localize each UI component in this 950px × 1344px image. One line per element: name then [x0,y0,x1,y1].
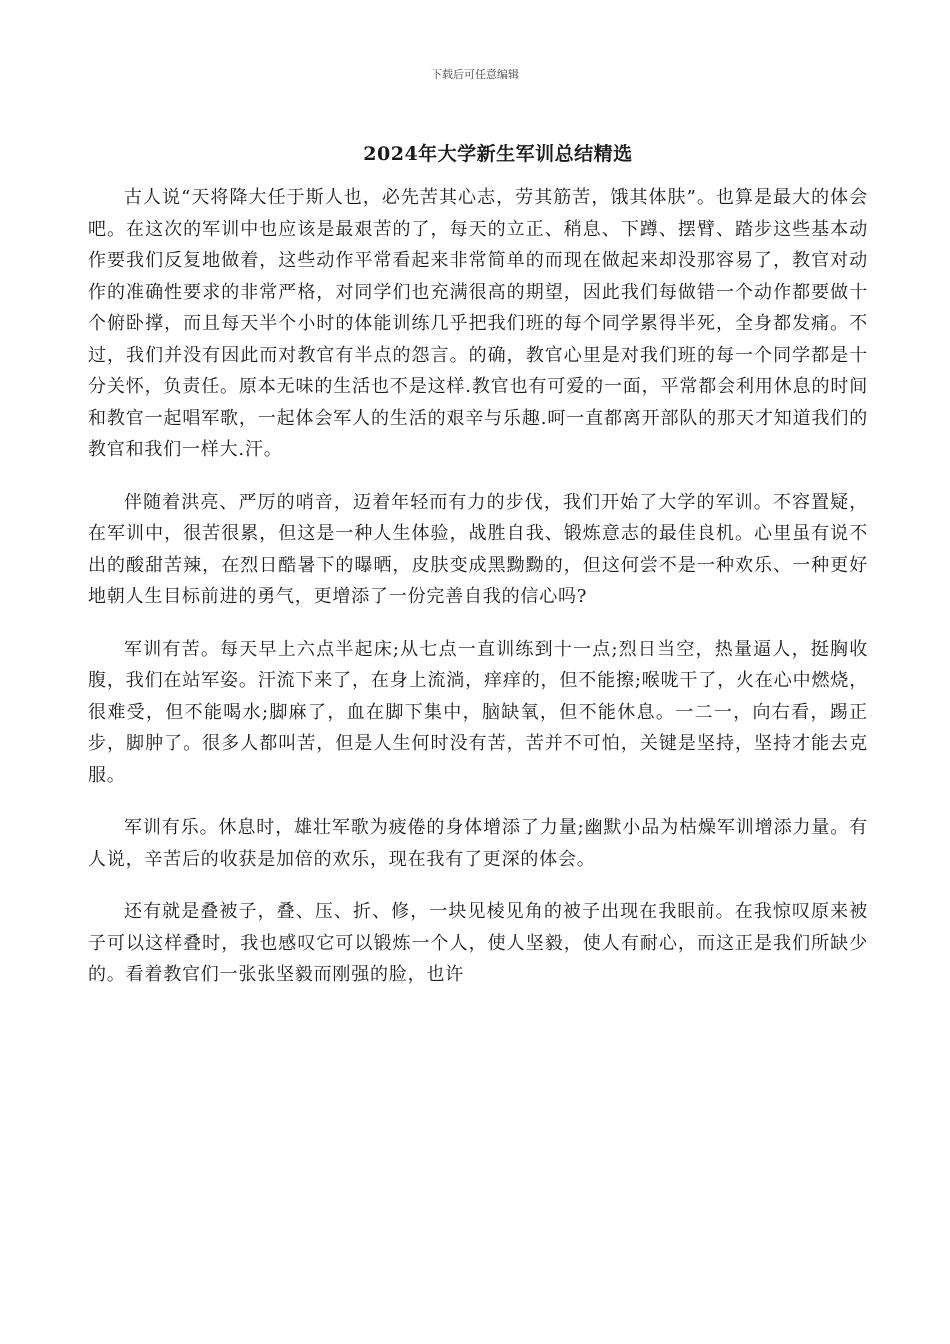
body-paragraph-1: 古人说“天将降大任于斯人也，必先苦其心志，劳其筋苦，饿其体肤”。也算是最大的体会吧。在这次的军训中也应该是最艰苦的了，每天的立正、稍息、下蹲、摆臂、踏步这些基本动作要我们反复地做着，这些动作平常看起来非常简单的而现在做起来却没那容易了，教官对动作的准确性要求的非常严格，对同学们也充满很高的期望，因此我们每做错一个动作都要做十个俯卧撑，而且每天半个小时的体能训练几乎把我们班的每个同学累得半死，全身都发痛。不过，我们并没有因此而对教官有半点的怨言。的确，教官心里是对我们班的每一个同学都是十分关怀，负责任。原本无味的生活也不是这样.教官也有可爱的一面，平常都会利用休息的时间和教官一起唱军歌，一起体会军人的生活的艰辛与乐趣.呵一直都离开部队的那天才知道我们的教官和我们一样大.汗。 [88,187,868,460]
body-paragraph-5: 还有就是叠被子，叠、压、折、修，一块见棱见角的被子出现在我眼前。在我惊叹原来被子可以这样叠时，我也感叹它可以锻炼一个人，使人坚毅，使人有耐心，而这正是我们所缺少的。看着教官们一张张坚毅而刚强的脸，也许 [88,901,868,985]
body-paragraph-2: 伴随着洪亮、严厉的哨音，迈着年轻而有力的步伐，我们开始了大学的军训。不容置疑，在军训中，很苦很累，但这是一种人生体验，战胜自我、锻炼意志的最佳良机。心里虽有说不出的酸甜苦辣，在烈日酷暑下的曝晒，皮肤变成黑黝黝的，但这何尝不是一种欢乐、一种更好地朝人生目标前进的勇气，更增添了一份完善自我的信心吗? [88,491,868,607]
document-body [88,182,868,991]
body-paragraph-4: 军训有乐。休息时，雄壮军歌为疲倦的身体增添了力量;幽默小品为枯燥军训增添力量。有人说，辛苦后的收获是加倍的欢乐，现在我有了更深的体会。 [88,817,868,870]
body-paragraph-3: 军训有苦。每天早上六点半起床;从七点一直训练到十一点;烈日当空，热量逼人，挺胸收腹，我们在站军姿。汗流下来了，在身上流淌，痒痒的，但不能擦;喉咙干了，火在心中燃烧，很难受，但不能喝水;脚麻了，血在脚下集中，脑缺氧，但不能休息。一二一，向右看，踢正步，脚肿了。很多人都叫苦，但是人生何时没有苦，苦并不可怕，关键是坚持，坚持才能去克服。 [88,638,868,786]
document-title: 2024年大学新生军训总结精选 [363,142,633,165]
page-header-note: 下载后可任意编辑 [431,68,519,81]
